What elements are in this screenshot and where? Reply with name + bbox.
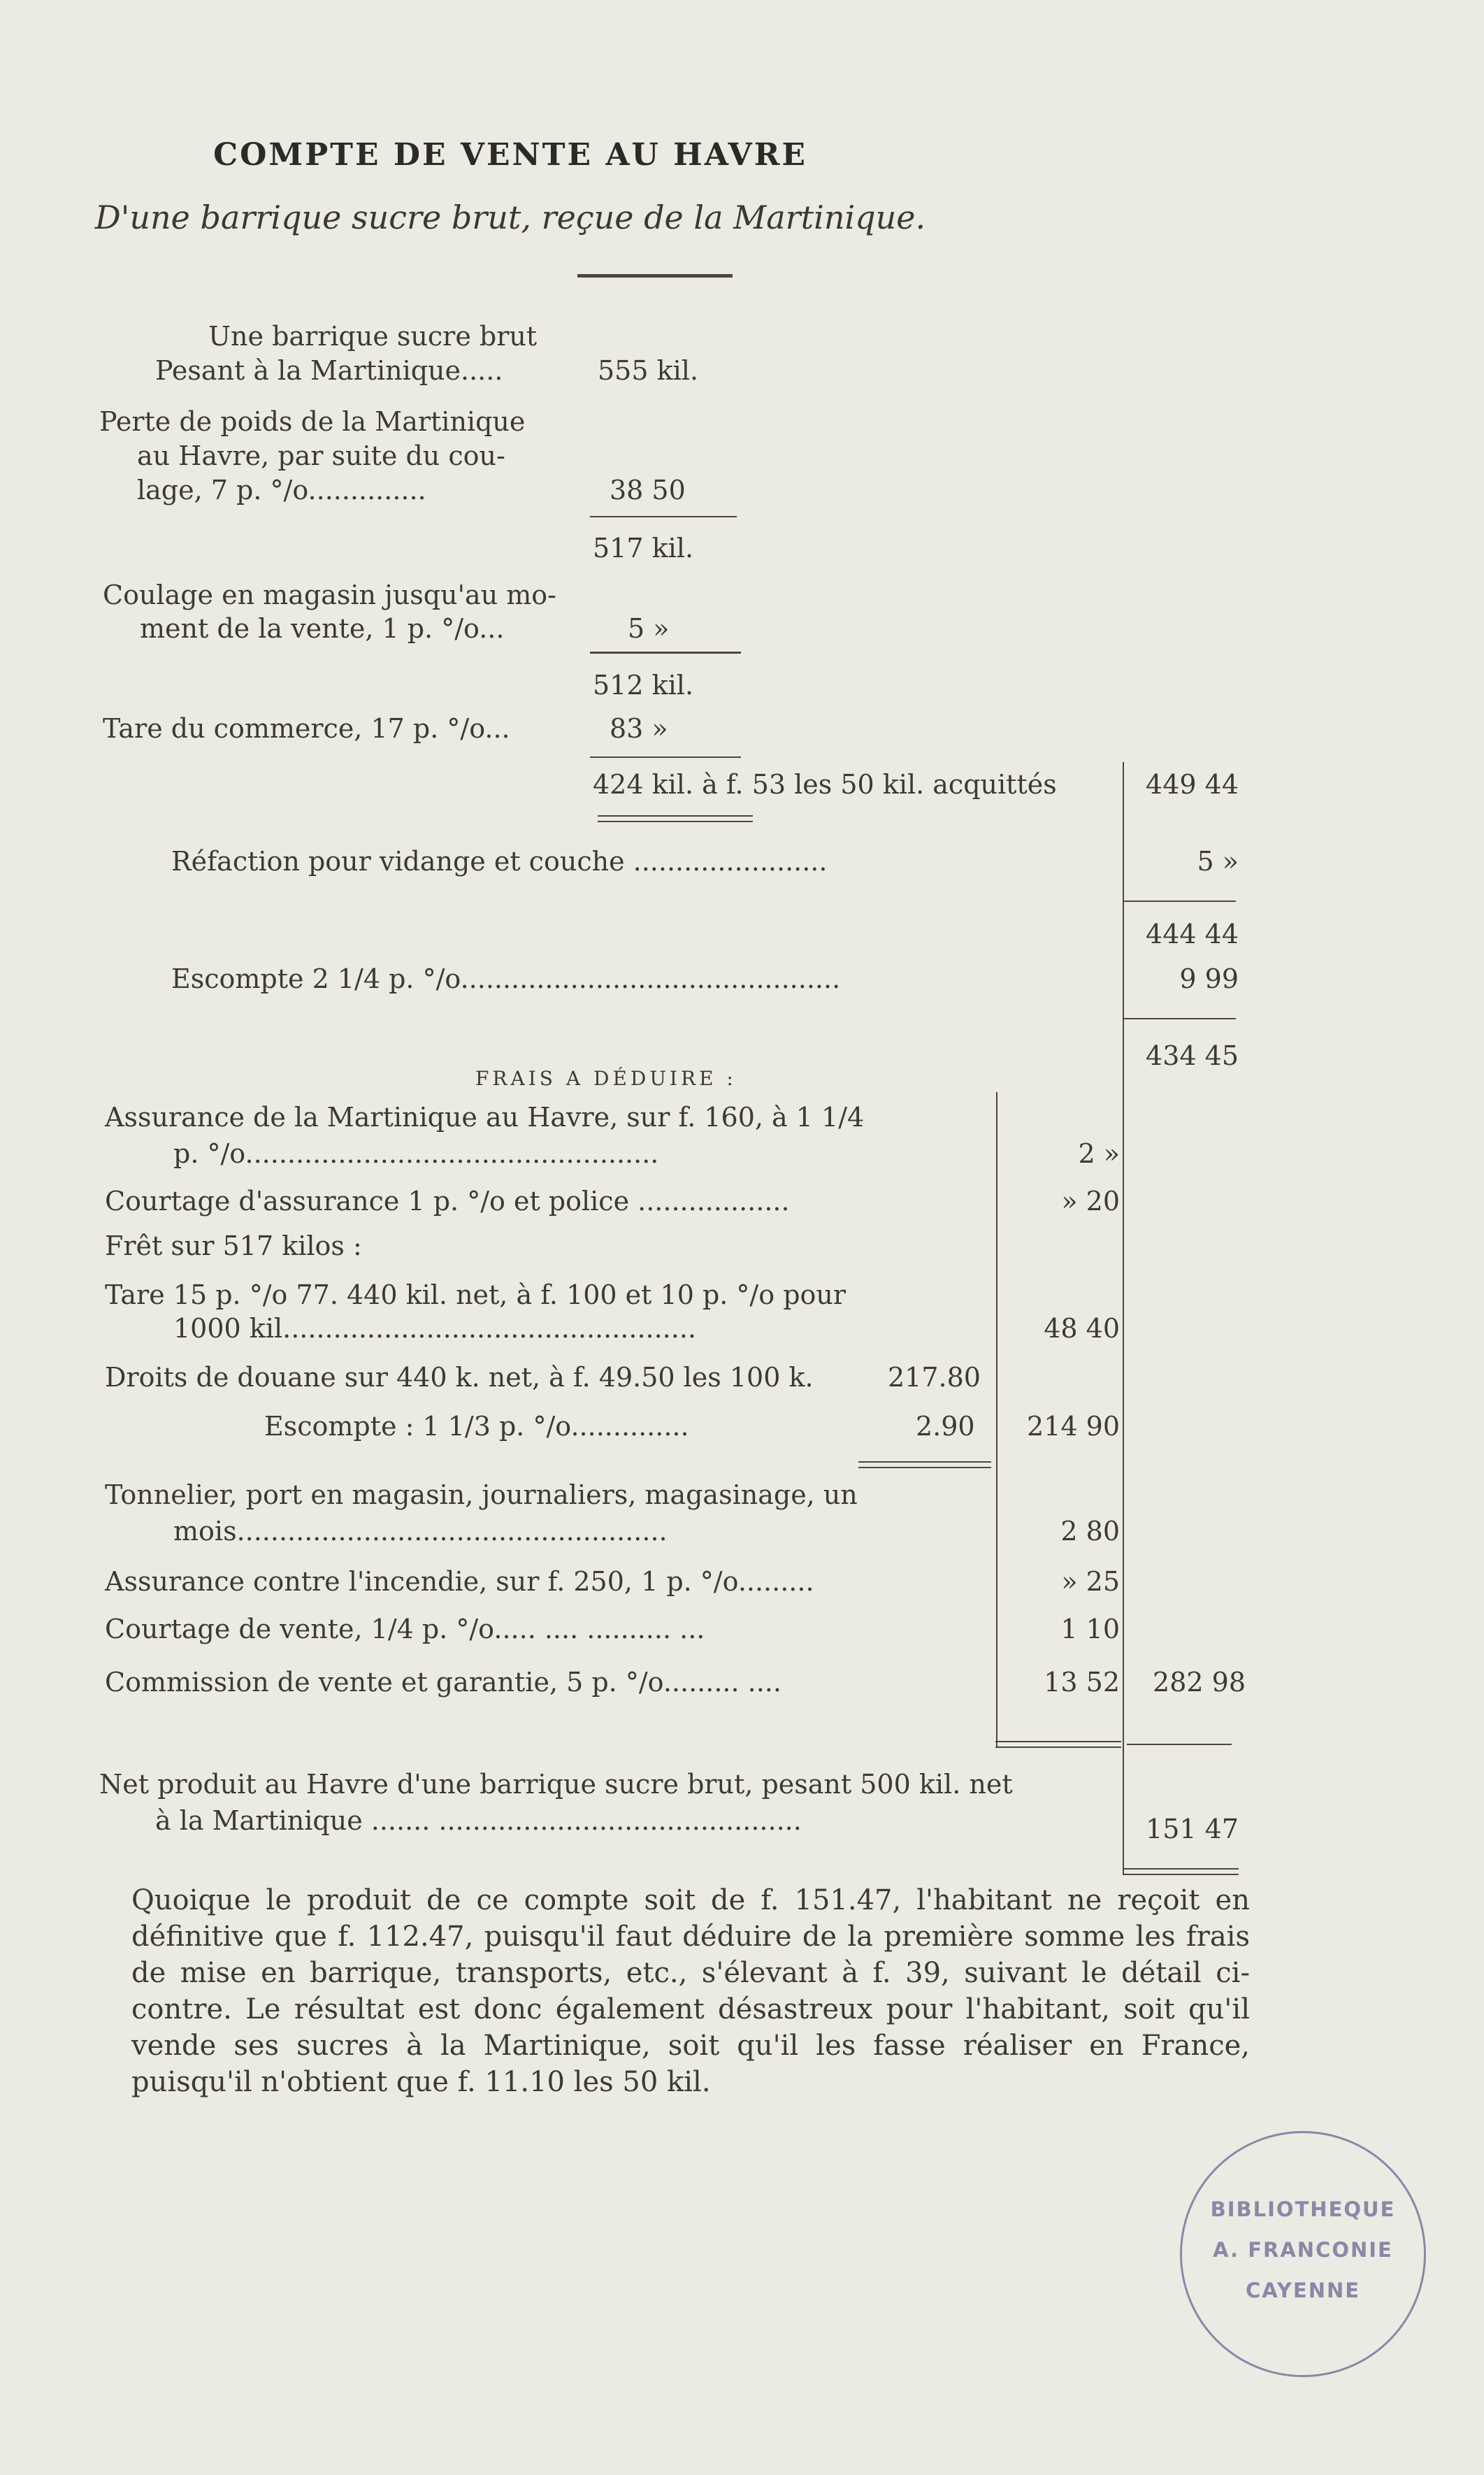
subtotal-444: 444 44	[1146, 919, 1239, 949]
frais-total-value: 282 98	[1153, 1667, 1246, 1698]
title-rule	[577, 274, 733, 278]
double-rule-b	[598, 821, 753, 822]
rule-6b	[858, 1467, 991, 1468]
coulage-line-a: Coulage en magasin jusqu'au mo-	[103, 580, 557, 610]
closing-note: Quoique le produit de ce compte soit de f. 151.47, l'habitant ne reçoit en définitive que f. 112.47, puisqu'il faut déduire de la première somme les frais de mise en barrique, transports, etc., s'élevant à f. 39, suivant le détail ci-contre. Le résultat est donc également désastreux pour l'habitant, soit qu'il vende ses sucres à la Martinique, soit qu'il les fasse réaliser en France, puisqu'il n'obtient que f. 11.10 les 50 kil.	[131, 1884, 1250, 2098]
rule-4	[1124, 901, 1236, 902]
weight-line-1: Une barrique sucre brut	[208, 321, 538, 352]
fret-tare-line-b: 1000 kil.................................................	[173, 1313, 696, 1344]
page-title: COMPTE DE VENTE AU HAVRE	[213, 137, 807, 173]
library-stamp	[1180, 2131, 1426, 2377]
courtage-assurance-value: » 20	[1061, 1186, 1120, 1217]
net-weight-line: 424 kil. à f. 53 les 50 kil. acquittés	[593, 769, 1057, 800]
weight-line-2: Pesant à la Martinique.....	[155, 355, 503, 386]
rule-2	[590, 652, 741, 654]
refaction-label: Réfaction pour vidange et couche .......................	[171, 846, 828, 877]
vertical-rule-mid	[996, 1092, 997, 1748]
courtage-vente-label: Courtage de vente, 1/4 p. °/o..... .... .......... ...	[105, 1614, 705, 1644]
assurance-line-b: p. °/o.................................................	[173, 1138, 659, 1169]
rule-7b	[995, 1746, 1121, 1748]
droits-label: Droits de douane sur 440 k. net, à f. 49.50 les 100 k.	[105, 1362, 814, 1393]
net-produit-line-b: à la Martinique ....... ...........................................	[155, 1805, 802, 1836]
vertical-rule-right	[1123, 762, 1124, 1874]
tonnelier-line-b: mois...................................................	[173, 1516, 668, 1547]
rule-8a	[1123, 1868, 1239, 1870]
rule-8b	[1123, 1874, 1239, 1875]
rule-5	[1124, 1018, 1236, 1019]
rule-6	[858, 1461, 991, 1463]
droits-value: 217.80	[888, 1362, 981, 1393]
escompte-value: 9 99	[1179, 963, 1239, 994]
perte-line-b: au Havre, par suite du cou-	[137, 440, 505, 471]
rule-7c	[1127, 1744, 1232, 1745]
incendie-value: » 25	[1061, 1566, 1120, 1597]
rule-1	[590, 516, 737, 517]
droits-escompte-value: 2.90	[916, 1411, 975, 1442]
droits-escompte-label: Escompte : 1 1/3 p. °/o..............	[264, 1411, 689, 1442]
tonnelier-value: 2 80	[1060, 1516, 1120, 1547]
total-434: 434 45	[1146, 1040, 1239, 1071]
rule-7a	[995, 1741, 1121, 1742]
double-rule-a	[598, 815, 753, 817]
fret-value: 48 40	[1044, 1313, 1120, 1344]
stamp-line-3: CAYENNE	[1245, 2279, 1361, 2302]
tare-line: Tare du commerce, 17 p. °/o...	[103, 713, 510, 744]
net-produit-line-a: Net produit au Havre d'une barrique sucre brut, pesant 500 kil. net	[99, 1769, 1013, 1800]
subtotal-512: 512 kil.	[593, 670, 694, 701]
fret-label: Frêt sur 517 kilos :	[105, 1231, 362, 1261]
commission-label: Commission de vente et garantie, 5 p. °/o......... ....	[105, 1667, 781, 1698]
coulage-line-b: ment de la vente, 1 p. °/o...	[140, 613, 505, 644]
refaction-value: 5 »	[1197, 846, 1239, 877]
courtage-assurance-label: Courtage d'assurance 1 p. °/o et police ..................	[105, 1186, 790, 1217]
incendie-label: Assurance contre l'incendie, sur f. 250, 1 p. °/o.........	[105, 1566, 814, 1597]
perte-line-a: Perte de poids de la Martinique	[99, 406, 526, 437]
subtotal-517: 517 kil.	[593, 533, 694, 564]
stamp-line-2: A. FRANCONIE	[1213, 2238, 1393, 2262]
fret-tare-line-a: Tare 15 p. °/o 77. 440 kil. net, à f. 100 et 10 p. °/o pour	[105, 1279, 847, 1310]
stamp-line-1: BIBLIOTHEQUE	[1210, 2197, 1396, 2221]
tare-value: 83 »	[610, 713, 668, 744]
frais-heading: FRAIS A DÉDUIRE :	[475, 1067, 737, 1090]
coulage-value: 5 »	[628, 613, 670, 644]
escompte-label: Escompte 2 1/4 p. °/o.............................................	[171, 963, 841, 994]
page-subtitle: D'une barrique sucre brut, reçue de la Martinique.	[94, 199, 926, 236]
weight-value-2: 555 kil.	[598, 355, 699, 386]
tonnelier-line-a: Tonnelier, port en magasin, journaliers, magasinage, un	[105, 1479, 858, 1510]
net-produit-value: 151 47	[1146, 1814, 1239, 1844]
assurance-line-a: Assurance de la Martinique au Havre, sur f. 160, à 1 1/4	[105, 1102, 865, 1133]
assurance-value: 2 »	[1078, 1138, 1120, 1169]
droits-net-value: 214 90	[1027, 1411, 1120, 1442]
perte-value: 38 50	[610, 475, 686, 505]
commission-value: 13 52	[1044, 1667, 1120, 1698]
rule-3	[590, 756, 741, 758]
net-weight-value: 449 44	[1146, 769, 1239, 800]
courtage-vente-value: 1 10	[1060, 1614, 1120, 1644]
perte-line-c: lage, 7 p. °/o..............	[137, 475, 426, 505]
